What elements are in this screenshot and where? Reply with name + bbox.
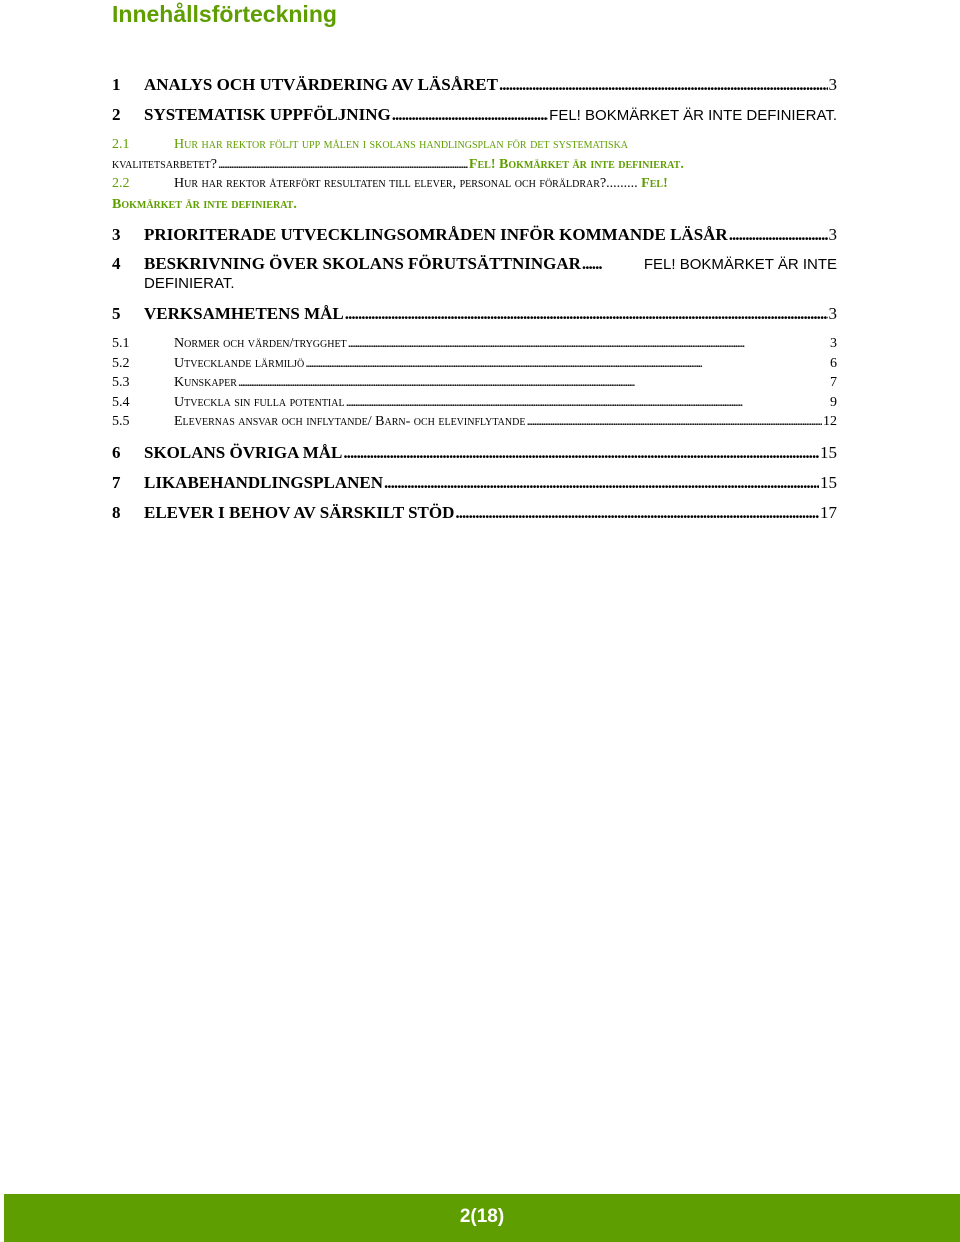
leader-dots xyxy=(345,304,828,324)
leader-dots xyxy=(582,254,602,274)
leader-dots xyxy=(729,225,828,245)
toc-page: Fel! xyxy=(641,176,668,191)
toc-entry-5-2[interactable] xyxy=(112,356,837,372)
leader-dots: ......... xyxy=(606,176,638,191)
toc-number: 6 xyxy=(112,443,121,462)
toc-entry-5[interactable] xyxy=(112,304,837,324)
toc-page: 15 xyxy=(820,473,837,492)
leader-dots xyxy=(526,414,822,430)
toc-entry-5-5[interactable] xyxy=(112,414,837,430)
leader-dots xyxy=(384,473,819,493)
toc-number: 3 xyxy=(112,225,121,244)
toc-entry-2[interactable] xyxy=(112,105,837,125)
toc-number: 5.3 xyxy=(112,375,130,390)
toc-entry-3[interactable] xyxy=(112,225,837,245)
toc-text: Utvecklande lärmiljö xyxy=(174,356,305,371)
toc-entry-5-3[interactable] xyxy=(112,375,837,391)
toc-number: 2.1 xyxy=(112,137,130,152)
leader-dots xyxy=(392,105,548,125)
toc-page: 6 xyxy=(830,356,837,371)
leader-dots xyxy=(348,336,829,352)
leader-dots xyxy=(499,75,828,95)
leader-dots xyxy=(346,395,829,411)
toc-text: Normer och värden/trygghet xyxy=(174,336,347,351)
toc-number: 2.2 xyxy=(112,176,130,191)
leader-dots xyxy=(305,356,829,372)
leader-dots xyxy=(343,443,819,463)
toc-text: SYSTEMATISK UPPFÖLJNING xyxy=(144,105,391,124)
page-number: 2(18) xyxy=(459,1206,505,1227)
toc-entry-6[interactable] xyxy=(112,443,837,463)
toc-entry-7[interactable] xyxy=(112,473,837,493)
toc-text: kvalitetsarbetet? xyxy=(112,157,217,172)
toc-page: 12 xyxy=(823,414,837,429)
toc-text: Kunskaper xyxy=(174,375,237,390)
leader-dots xyxy=(238,375,829,391)
toc-page: 3 xyxy=(830,336,837,351)
toc-number: 7 xyxy=(112,473,121,492)
toc-entry-2-2[interactable] xyxy=(112,176,668,192)
page-footer-bar xyxy=(4,1194,960,1242)
toc-text: Hur har rektor följt upp målen i skolans handlingsplan för det systematiska xyxy=(174,137,629,152)
toc-page: 9 xyxy=(830,395,837,410)
toc-title: Innehållsförteckning xyxy=(112,1,337,27)
toc-page: Fel! Bokmärket är inte definierat. xyxy=(468,157,684,172)
toc-entry-8[interactable] xyxy=(112,503,837,523)
leader-dots xyxy=(218,157,468,173)
toc-text: PRIORITERADE UTVECKLINGSOMRÅDEN INFÖR KOMMANDE LÄSÅR xyxy=(144,225,728,244)
toc-page: 15 xyxy=(820,443,837,462)
toc-text: Elevernas ansvar och inflytande/ Barn- och elevinflytande xyxy=(174,414,526,429)
toc-text: Hur har rektor återfört resultaten till elever, personal och föräldrar? xyxy=(174,176,607,191)
toc-page: FEL! BOKMÄRKET ÄR INTE xyxy=(643,256,837,273)
toc-entry-1[interactable] xyxy=(112,75,837,95)
toc-entry-5-1[interactable] xyxy=(112,336,837,352)
toc-number: 8 xyxy=(112,503,121,522)
toc-number: 5.4 xyxy=(112,395,130,410)
toc-page: FEL! BOKMÄRKET ÄR INTE DEFINIERAT. xyxy=(549,107,837,124)
toc-text: ANALYS OCH UTVÄRDERING AV LÄSÅRET xyxy=(144,75,498,94)
toc-page: 17 xyxy=(820,503,837,522)
toc-entry-2-2-cont: Bokmärket är inte definierat. xyxy=(112,197,297,212)
toc-text: ELEVER I BEHOV AV SÄRSKILT STÖD xyxy=(144,503,455,522)
toc-number: 5 xyxy=(112,304,121,323)
toc-entry-4[interactable] xyxy=(112,254,837,274)
toc-entry-2-1[interactable] xyxy=(112,137,628,153)
toc-text: BESKRIVNING ÖVER SKOLANS FÖRUTSÄTTNINGAR xyxy=(144,254,581,273)
toc-number: 5.5 xyxy=(112,414,130,429)
toc-page: 3 xyxy=(828,304,837,323)
toc-number: 5.2 xyxy=(112,356,130,371)
toc-page: 7 xyxy=(830,375,837,390)
toc-text: SKOLANS ÖVRIGA MÅL xyxy=(144,443,343,462)
toc-number: 5.1 xyxy=(112,336,130,351)
toc-number: 2 xyxy=(112,105,121,124)
toc-entry-2-1-cont[interactable] xyxy=(112,157,837,173)
table-of-contents xyxy=(112,0,837,560)
toc-entry-5-4[interactable] xyxy=(112,395,837,411)
toc-text: VERKSAMHETENS MÅL xyxy=(144,304,344,323)
toc-text: LIKABEHANDLINGSPLANEN xyxy=(144,473,383,492)
toc-page: 3 xyxy=(828,75,837,94)
toc-number: 1 xyxy=(112,75,121,94)
toc-entry-4-cont: DEFINIERAT. xyxy=(144,275,235,292)
toc-page: 3 xyxy=(828,225,837,244)
leader-dots xyxy=(455,503,819,523)
toc-text: Utveckla sin fulla potential xyxy=(174,395,345,410)
toc-number: 4 xyxy=(112,254,121,273)
